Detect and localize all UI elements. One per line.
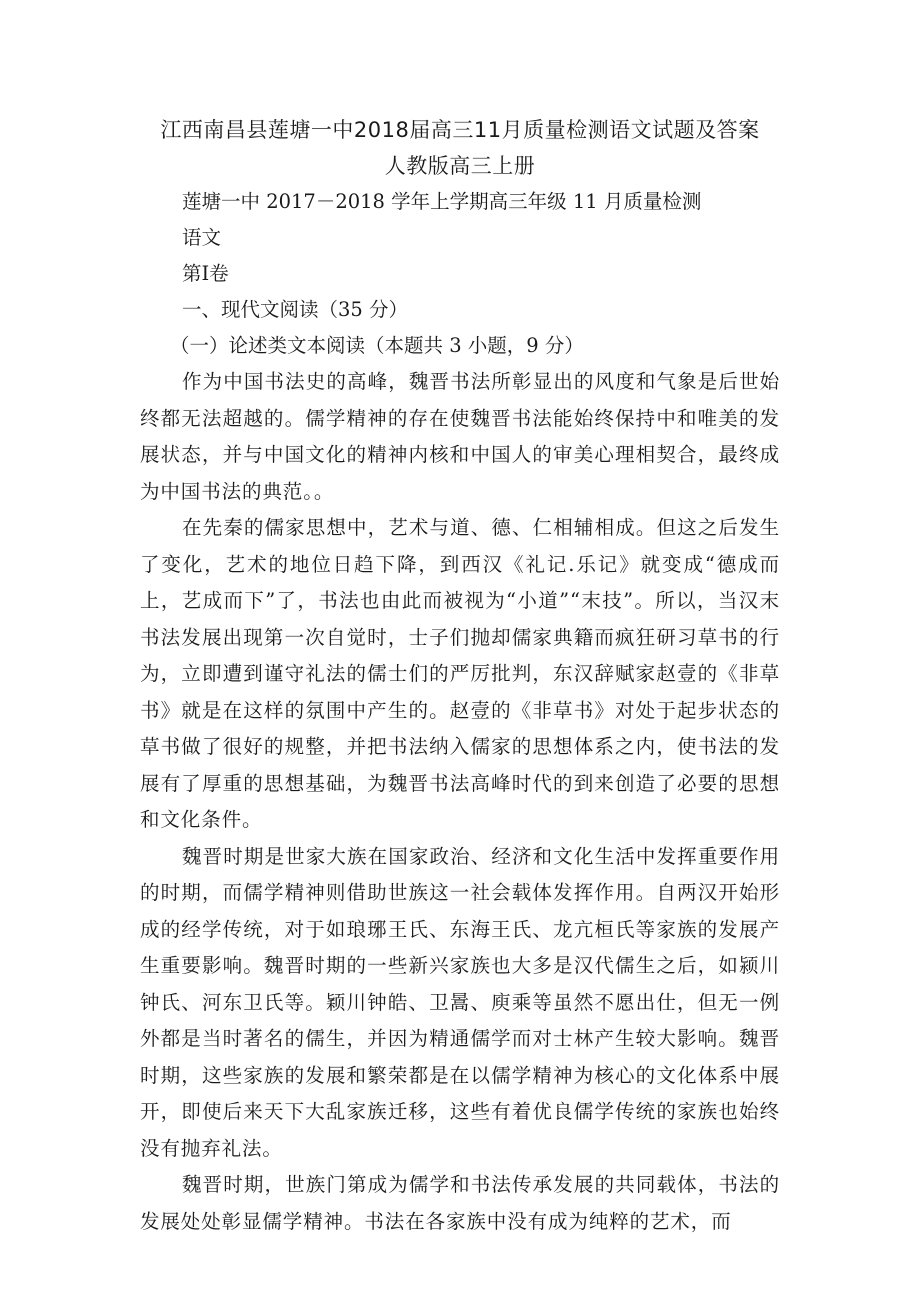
- subsection-heading: （一）论述类文本阅读（本题共 3 小题，9 分）: [170, 334, 584, 357]
- subject-label: 语文: [182, 226, 222, 249]
- paragraph-2: 在先秦的儒家思想中，艺术与道、德、仁相辅相成。但这之后发生了变化，艺术的地位日趋下降，到西汉《礼记.乐记》就变成“德成而上，艺成而下”了，书法也由此而被视为“小道”“末技”。所以，当汉末书法发展出现第一次自觉时，士子们抛却儒家典籍而疯狂研习草书的行为，立即遭到谨守礼法的儒士们的严厉批判，东汉辞赋家赵壹的《非草书》就是在这样的氛围中产生的。赵壹的《非草书》对处于起步状态的草书做了很好的规整，并把书法纳入儒家的思想体系之内，使书法的发展有了厚重的思想基础，为魏晋书法高峰时代的到来创造了必要的思想和文化条件。: [140, 516, 780, 831]
- paragraph-3: 魏晋时期是世家大族在国家政治、经济和文化生活中发挥重要作用的时期，而儒学精神则借助世族这一社会载体发挥作用。自两汉开始形成的经学传统，对于如琅琊王氏、东海王氏、龙亢桓氏等家族的发展产生重要影响。魏晋时期的一些新兴家族也大多是汉代儒生之后，如颍川钟氏、河东卫氏等。颖川钟皓、卫暠、庾乘等虽然不愿出仕，但无一例外都是当时著名的儒生，并因为精通儒学而对士林产生较大影响。魏晋时期，这些家族的发展和繁荣都是在以儒学精神为核心的文化体系中展开，即使后来天下大乱家族迁移，这些有着优良儒学传统的家族也始终没有抛弃礼法。: [140, 844, 780, 1160]
- document-title: [140, 112, 780, 184]
- title-line-2: 人教版高三上册: [384, 154, 536, 178]
- section-heading: 一、现代文阅读（35 分）: [182, 298, 409, 321]
- exam-heading: 莲塘一中 2017－2018 学年上学期高三年级 11 月质量检测: [182, 190, 702, 213]
- document-page: [140, 112, 780, 1240]
- paragraph-4: 魏晋时期，世族门第成为儒学和书法传承发展的共同载体，书法的发展处处彰显儒学精神。书法在各家族中没有成为纯粹的艺术，而: [140, 1173, 780, 1233]
- title-line-1: 江西南昌县莲塘一中2018届高三11月质量检测语文试题及答案: [160, 118, 760, 142]
- paragraph-1: 作为中国书法史的高峰，魏晋书法所彰显出的风度和气象是后世始终都无法超越的。儒学精神的存在使魏晋书法能始终保持中和唯美的发展状态，并与中国文化的精神内核和中国人的审美心理相契合，最终成为中国书法的典范。。: [140, 370, 780, 503]
- volume-label: 第Ⅰ卷: [182, 262, 229, 285]
